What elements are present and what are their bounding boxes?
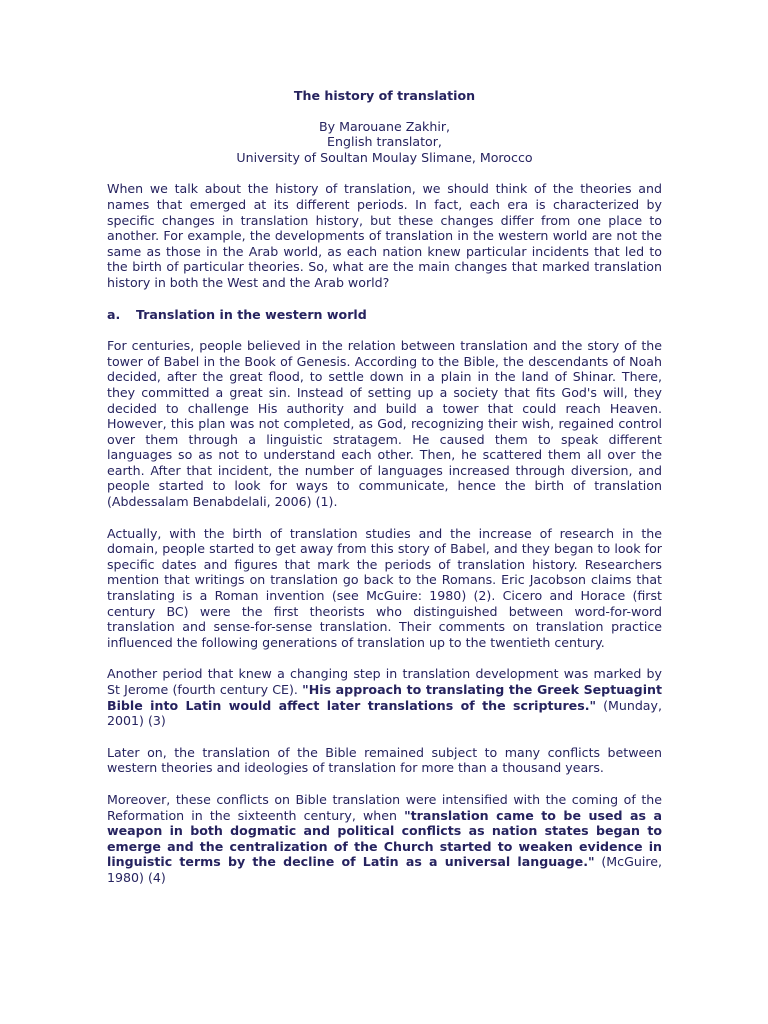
later-paragraph: Later on, the translation of the Bible remained subject to many conflicts between western theories and ideologies of translation for more than a thousand years. — [107, 744, 662, 776]
byline-author: By Marouane Zakhir, — [318, 118, 451, 134]
author-byline — [107, 119, 662, 166]
reformation-citation: (McGuire, 1980) (4) — [107, 854, 662, 885]
section-letter: a. — [107, 306, 121, 322]
jerome-text: Another period that knew a changing step in translation development was marked by St Jerome (fourth century CE). — [107, 666, 662, 697]
intro-paragraph: When we talk about the history of translation, we should think of the theories and names that emerged at its different periods. In fact, each era is characterized by specific changes in translation history, but these changes differ from one place to another. For example, the developments of translation in the western world are not the same as those in the Arab world, as each nation knew particular incidents that led to the birth of particular theories. So, what are the main changes that marked translation history in both the West and the Arab world? — [107, 181, 662, 290]
section-heading-western — [107, 307, 662, 323]
reformation-paragraph — [107, 792, 662, 886]
reformation-text: Moreover, these conflicts on Bible translation were intensified with the coming of the Reformation in the sixteenth century, when — [107, 791, 662, 823]
byline-role: English translator, — [327, 134, 442, 150]
jerome-citation: (Munday, 2001) (3) — [107, 697, 662, 729]
byline-affiliation: University of Soultan Moulay Slimane, Morocco — [236, 149, 533, 165]
romans-paragraph: Actually, with the birth of translation studies and the increase of research in the domain, people started to get away from this story of Babel, and they began to look for specific dates and figures that mark the periods of translation history. Researchers mention that writings on translation go back to the Romans. Eric Jacobson claims that translating is a Roman invention (see McGuire: 1980) (2). Cicero and Horace (first century BC) were the first theorists who distinguished between word-for-word translation and sense-for-sense translation. Their comments on translation practice influenced the following generations of translation up to the twentieth century. — [107, 525, 662, 650]
section-title: Translation in the western world — [136, 306, 367, 322]
jerome-quote: "His approach to translating the Greek Septuagint Bible into Latin would affect later translations of the scriptures." — [107, 682, 662, 713]
document-title: The history of translation — [293, 88, 476, 103]
jerome-paragraph — [107, 666, 662, 728]
reformation-quote: "translation came to be used as a weapon in both dogmatic and political conflicts as nation states began to emerge and the centralization of the Church started to weaken evidence in linguistic terms by the decline of Latin as a universal language." — [107, 807, 662, 870]
babel-paragraph: For centuries, people believed in the relation between translation and the story of the tower of Babel in the Book of Genesis. According to the Bible, the descendants of Noah decided, after the great flood, to settle down in a plain in the land of Shinar. There, they committed a great sin. Instead of setting up a society that fits God's will, they decided to challenge His authority and build a tower that could reach Heaven. However, this plan was not completed, as God, recognizing their wish, regained control over them through a linguistic stratagem. He caused them to speak different languages so as not to understand each other. Then, he scattered them all over the earth. After that incident, the number of languages increased through diversion, and people started to look for ways to communicate, hence the birth of translation (Abdessalam Benabdelali, 2006) (1). — [107, 338, 662, 510]
